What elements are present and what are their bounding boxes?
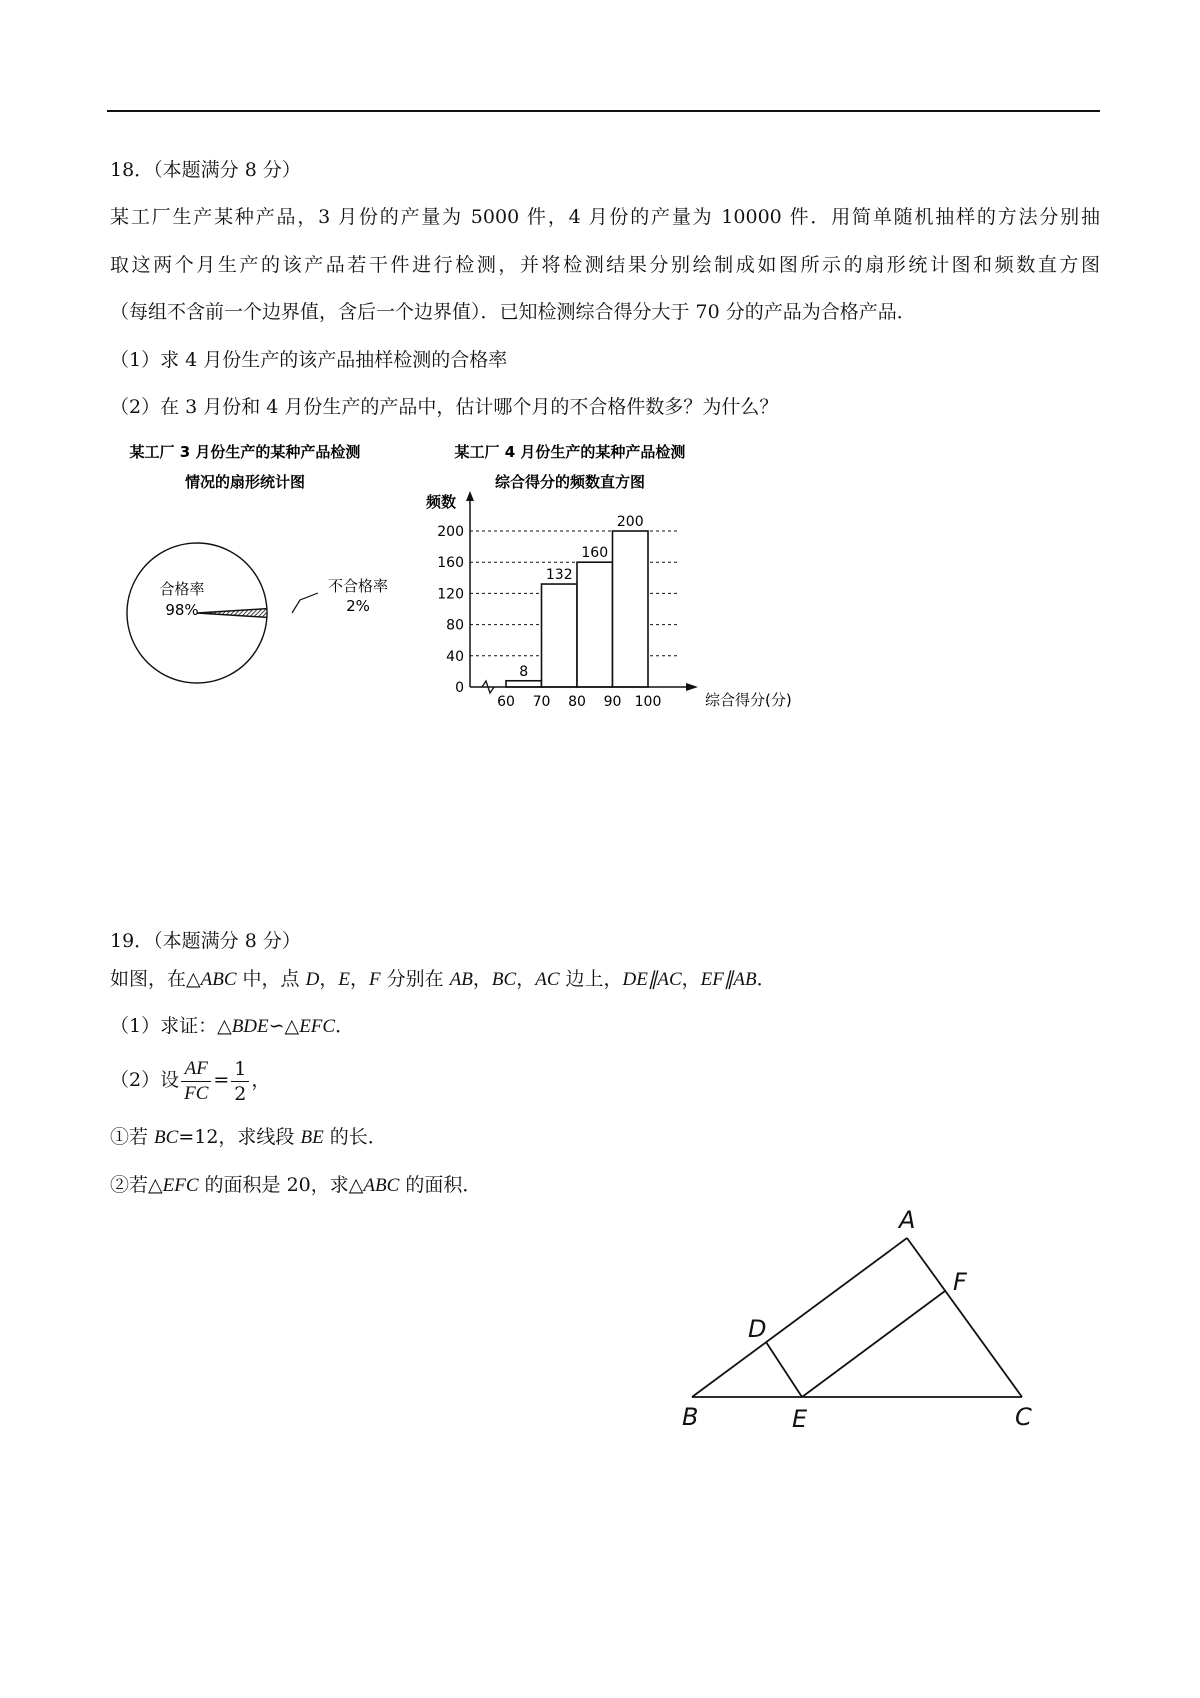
label-f: F bbox=[953, 1268, 967, 1296]
frac-num: 1 bbox=[231, 1057, 249, 1082]
q19-text: 中，点 bbox=[236, 968, 306, 990]
hist-y-tick-label: 40 bbox=[446, 648, 464, 665]
label-e: E bbox=[792, 1405, 808, 1433]
segment-ef bbox=[802, 1291, 945, 1397]
q19-var: BDE bbox=[231, 1016, 269, 1037]
q19-var: EFC bbox=[299, 1016, 336, 1037]
fraction-af-fc bbox=[181, 1057, 211, 1106]
q19-var: F bbox=[368, 969, 381, 990]
top-rule bbox=[107, 110, 1100, 112]
hist-title-line1: 某工厂 4 月份生产的某种产品检测 bbox=[454, 443, 686, 461]
hist-xlabel: 综合得分(分) bbox=[705, 691, 792, 709]
hist-x-tick-label: 80 bbox=[568, 694, 586, 710]
pie-label-qualified: 合格率 bbox=[159, 580, 205, 598]
pie-title-line2: 情况的扇形统计图 bbox=[184, 473, 306, 491]
q19-var: BC bbox=[154, 1127, 179, 1148]
hist-y-tick-label: 200 bbox=[437, 524, 464, 540]
hist-x-tick-label: 90 bbox=[603, 694, 622, 710]
q19-text: =12，求线段 bbox=[178, 1126, 301, 1148]
hist-bar-label: 132 bbox=[545, 567, 573, 584]
q18-text-line3: （每组不含前一个边界值，含后一个边界值）．已知检测综合得分大于 70 分的产品为合格产品． bbox=[110, 301, 916, 323]
q19-part2 bbox=[110, 1052, 270, 1108]
pie-value-qualified: 98% bbox=[165, 601, 199, 619]
hist-y-arrow bbox=[466, 491, 474, 501]
q19-text: 的面积是 20，求△ bbox=[198, 1174, 364, 1196]
q19-part1 bbox=[110, 1013, 354, 1040]
q19-var: ABC bbox=[363, 1175, 400, 1196]
fraction-half bbox=[231, 1057, 249, 1106]
q19-statement bbox=[110, 966, 776, 993]
hist-bar bbox=[506, 681, 542, 687]
q19-var: AB bbox=[449, 969, 473, 990]
hist-bar-label: 200 bbox=[616, 514, 644, 530]
q19-text: 分别在 bbox=[380, 968, 450, 990]
frac-num: AF bbox=[181, 1057, 211, 1082]
q19-text: （2）设 bbox=[110, 1069, 180, 1091]
q19-heading: 19．（本题满分 8 分） bbox=[110, 930, 301, 952]
frac-den: FC bbox=[184, 1082, 209, 1104]
label-a: A bbox=[899, 1210, 916, 1234]
q19-var: DE∥AC bbox=[622, 969, 682, 990]
hist-bar bbox=[613, 531, 649, 687]
hist-y-tick-label: 160 bbox=[437, 555, 464, 572]
label-d: D bbox=[748, 1315, 767, 1343]
q19-text: 如图，在△ bbox=[110, 968, 201, 990]
q18-sub2: （2）在 3 月份和 4 月份生产的产品中，估计哪个月的不合格件数多？为什么？ bbox=[110, 396, 779, 418]
hist-bar bbox=[542, 584, 578, 687]
q18-text-line2: 取这两个月生产的该产品若干件进行检测，并将检测结果分别绘制成如图所示的扇形统计图和频数直方图 bbox=[110, 254, 1100, 276]
q19-text: ， bbox=[516, 968, 536, 990]
q19-var: EF∥AB bbox=[700, 969, 757, 990]
q19-var: E bbox=[338, 969, 350, 990]
q18-heading: 18．（本题满分 8 分） bbox=[110, 159, 301, 181]
q19-text: ． bbox=[335, 1015, 355, 1037]
hist-y-tick-label: 80 bbox=[446, 617, 464, 634]
pie-title-line1: 某工厂 3 月份生产的某种产品检测 bbox=[129, 443, 361, 461]
q19-text: （1）求证：△ bbox=[110, 1015, 232, 1037]
equals-sign: = bbox=[213, 1069, 230, 1091]
triangle-figure bbox=[670, 1210, 1070, 1440]
hist-x-arrow bbox=[686, 683, 698, 691]
q19-var: D bbox=[305, 969, 320, 990]
hist-y-tick-label: 0 bbox=[455, 680, 464, 696]
q19-text: 的长． bbox=[323, 1126, 387, 1148]
q19-case1 bbox=[110, 1124, 387, 1151]
frac-den: 2 bbox=[234, 1082, 247, 1105]
q19-text: ， bbox=[319, 968, 339, 990]
label-b: B bbox=[682, 1403, 699, 1431]
hist-ylabel: 频数 bbox=[426, 493, 457, 511]
q19-var: ABC bbox=[200, 969, 237, 990]
q19-text: ． bbox=[756, 968, 776, 990]
pie-label-unqualified: 不合格率 bbox=[327, 577, 389, 595]
pie-leader-line bbox=[292, 593, 318, 613]
q19-text: ②若△ bbox=[110, 1174, 163, 1196]
histogram-chart bbox=[420, 435, 830, 725]
hist-x-tick-label: 60 bbox=[497, 694, 515, 710]
segment-ac bbox=[907, 1238, 1022, 1397]
q19-var: EFC bbox=[162, 1175, 199, 1196]
hist-bar-label: 160 bbox=[581, 545, 609, 562]
q18-text-line1: 某工厂生产某种产品，3 月份的产量为 5000 件，4 月份的产量为 10000 件．用简单随机抽样的方法分别抽 bbox=[110, 206, 1100, 228]
q19-var: AC bbox=[535, 969, 560, 990]
q19-case2 bbox=[110, 1172, 481, 1199]
q19-var: BE bbox=[300, 1127, 324, 1148]
q19-var: BC bbox=[491, 969, 517, 990]
segment-de bbox=[766, 1342, 802, 1397]
segment-ab bbox=[692, 1238, 907, 1397]
hist-bar bbox=[577, 562, 613, 687]
q19-text: 边上， bbox=[559, 968, 623, 990]
hist-y-tick-label: 120 bbox=[437, 586, 464, 603]
q18-sub1: （1）求 4 月份生产的该产品抽样检测的合格率 bbox=[110, 349, 508, 371]
q19-text: ∽△ bbox=[268, 1015, 300, 1037]
q19-text: ①若 bbox=[110, 1126, 155, 1148]
hist-bar-label: 8 bbox=[519, 663, 529, 680]
q19-text: ， bbox=[472, 968, 492, 990]
q19-text: ， bbox=[251, 1069, 271, 1091]
hist-x-tick-label: 70 bbox=[532, 694, 551, 710]
q19-text: ， bbox=[349, 968, 369, 990]
pie-chart bbox=[100, 435, 410, 725]
label-c: C bbox=[1015, 1403, 1032, 1431]
q19-text: ， bbox=[681, 968, 701, 990]
hist-bars bbox=[506, 514, 648, 687]
pie-value-unqualified: 2% bbox=[346, 597, 370, 615]
hist-title-line2: 综合得分的频数直方图 bbox=[494, 473, 646, 491]
hist-x-tick-label: 100 bbox=[634, 694, 662, 710]
q19-text: 的面积． bbox=[399, 1174, 482, 1196]
